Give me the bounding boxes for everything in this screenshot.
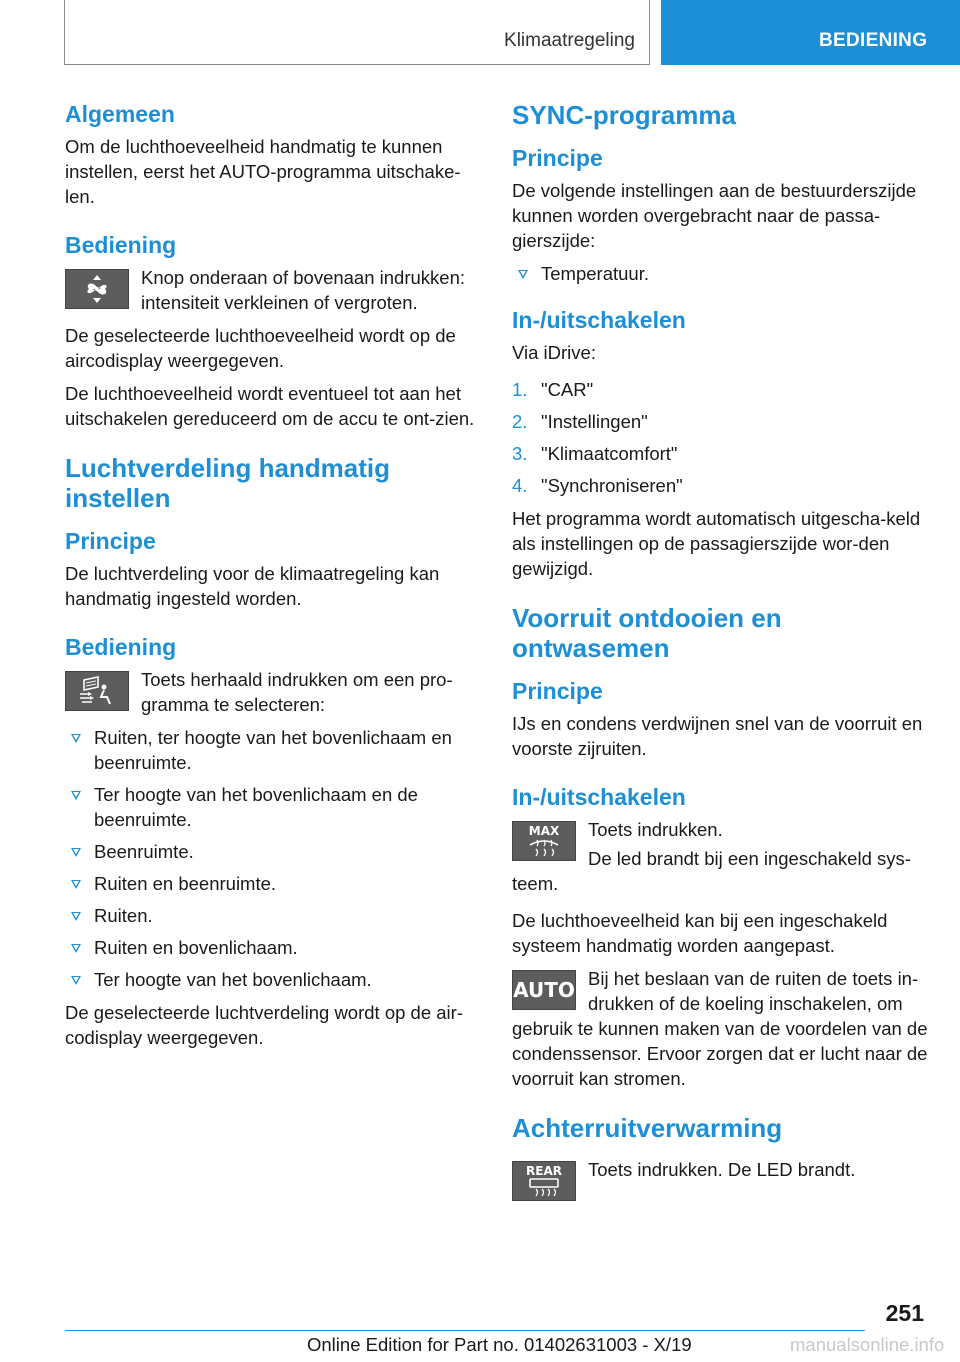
footer-divider bbox=[65, 1330, 865, 1331]
max-text-2: De led brandt bij een ingeschakeld sys-teem. bbox=[512, 848, 911, 894]
heading-principe-sync: Principe bbox=[512, 145, 603, 171]
air-distribution-paragraph bbox=[65, 667, 477, 717]
heading-bediening-luchtverdeling: Bediening bbox=[65, 634, 177, 660]
list-item: Beenruimte. bbox=[65, 839, 477, 864]
algemeen-text: Om de luchthoeveelheid handmatig te kunnen instellen, eerst het AUTO-programma uitschake-len. bbox=[65, 136, 461, 207]
page-number: 251 bbox=[885, 1300, 924, 1326]
footer-edition: Online Edition for Part no. 01402631003 - X/19 bbox=[307, 1334, 692, 1355]
step-number: 4. bbox=[512, 475, 528, 496]
sync-after-text: Het programma wordt automatisch uitgescha-keld als instellingen op de passagierszijde wor-den gewijzigd. bbox=[512, 508, 921, 579]
bediening-p2: De luchthoeveelheid wordt eventueel tot aan het uitschakelen gereduceerd om de accu te ont-zien. bbox=[65, 383, 475, 429]
list-item bbox=[512, 473, 928, 498]
step-text: "Klimaatcomfort" bbox=[541, 443, 678, 464]
sync-principe-text: De volgende instellingen aan de bestuurderszijde kunnen worden overgebracht naar de passa-gierszijde: bbox=[512, 180, 917, 251]
list-item: Ruiten en beenruimte. bbox=[65, 871, 477, 896]
rear-label: REAR bbox=[526, 1164, 562, 1178]
rear-button-paragraph bbox=[512, 1157, 928, 1205]
max-text-1: Toets indrukken. bbox=[588, 819, 723, 840]
list-item bbox=[512, 441, 928, 466]
list-item: Ter hoogte van het bovenlichaam en de beenruimte. bbox=[65, 782, 477, 832]
list-item: Ruiten. bbox=[65, 903, 477, 928]
list-item: Ruiten, ter hoogte van het bovenlichaam en beenruimte. bbox=[65, 725, 477, 775]
header-chapter-title: BEDIENING bbox=[819, 30, 928, 51]
air-distribution-list bbox=[65, 725, 477, 992]
list-item bbox=[512, 377, 928, 402]
fan-speed-button-icon bbox=[65, 269, 129, 309]
step-text: "CAR" bbox=[541, 379, 594, 400]
rear-window-heating-button-icon bbox=[512, 1161, 576, 1201]
rear-text: Toets indrukken. De LED brandt. bbox=[588, 1159, 856, 1180]
sync-steps-list bbox=[512, 377, 928, 498]
step-text: "Synchroniseren" bbox=[541, 475, 683, 496]
heading-inuit-voorruit: In-/uitschakelen bbox=[512, 784, 686, 810]
list-item bbox=[512, 409, 928, 434]
heading-principe-voorruit: Principe bbox=[512, 678, 603, 704]
luchtverdeling-principe-text: De luchtverdeling voor de klimaatregeling kan handmatig ingesteld worden. bbox=[65, 563, 440, 609]
heading-principe-luchtverdeling: Principe bbox=[65, 528, 156, 554]
fan-button-paragraph bbox=[65, 265, 477, 315]
list-item: Ter hoogte van het bovenlichaam. bbox=[65, 967, 477, 992]
right-column bbox=[512, 100, 928, 1213]
max-label: MAX bbox=[528, 824, 560, 838]
fan-button-text: Knop onderaan of bovenaan indrukken: intensiteit verkleinen of vergroten. bbox=[141, 267, 466, 313]
step-number: 2. bbox=[512, 411, 528, 432]
header-section-title: Klimaatregeling bbox=[504, 30, 635, 51]
sync-principe-list bbox=[512, 261, 928, 286]
max-button-paragraph bbox=[512, 817, 928, 900]
footer-watermark: manualsonline.info bbox=[790, 1334, 945, 1355]
step-text: "Instellingen" bbox=[541, 411, 648, 432]
step-number: 1. bbox=[512, 379, 528, 400]
auto-text: Bij het beslaan van de ruiten de toets in-drukken of de koeling inschakelen, om gebruik te kunnen maken van de voordelen van de condenssensor. Ervoor zorgen dat er lucht naar de voorruit kan stromen. bbox=[512, 968, 928, 1089]
voorruit-principe-text: IJs en condens verdwijnen snel van de voorruit en voorste zijruiten. bbox=[512, 713, 923, 759]
header-chapter-tab bbox=[661, 0, 960, 65]
bediening-p1: De geselecteerde luchthoeveelheid wordt op de aircodisplay weergegeven. bbox=[65, 325, 456, 371]
list-item: Ruiten en bovenlichaam. bbox=[65, 935, 477, 960]
luchtverdeling-closing: De geselecteerde luchtverdeling wordt op de air-codisplay weergegeven. bbox=[65, 1002, 463, 1048]
auto-button-paragraph bbox=[512, 966, 928, 1091]
header-section-box bbox=[64, 0, 650, 65]
sync-inuit-text: Via iDrive: bbox=[512, 342, 596, 363]
heading-algemeen: Algemeen bbox=[65, 101, 175, 127]
heading-voorruit: Voorruit ontdooien en ontwasemen bbox=[512, 603, 782, 663]
heading-achterruit: Achterruitverwarming bbox=[512, 1113, 783, 1143]
heading-luchtverdeling: Luchtverdeling handmatig instellen bbox=[65, 453, 391, 513]
left-column bbox=[65, 100, 477, 1058]
step-number: 3. bbox=[512, 443, 528, 464]
air-distribution-button-icon bbox=[65, 671, 129, 711]
voorruit-p1: De luchthoeveelheid kan bij een ingeschakeld systeem handmatig worden aangepast. bbox=[512, 910, 888, 956]
heading-bediening: Bediening bbox=[65, 232, 177, 258]
air-distribution-text: Toets herhaald indrukken om een pro-gramma te selecteren: bbox=[141, 669, 453, 715]
heading-sync: SYNC-programma bbox=[512, 100, 736, 130]
max-defrost-button-icon bbox=[512, 821, 576, 861]
list-item: Temperatuur. bbox=[512, 261, 928, 286]
heading-inuit-sync: In-/uitschakelen bbox=[512, 307, 686, 333]
auto-label: AUTO bbox=[513, 978, 575, 1002]
auto-button-icon bbox=[512, 970, 576, 1010]
